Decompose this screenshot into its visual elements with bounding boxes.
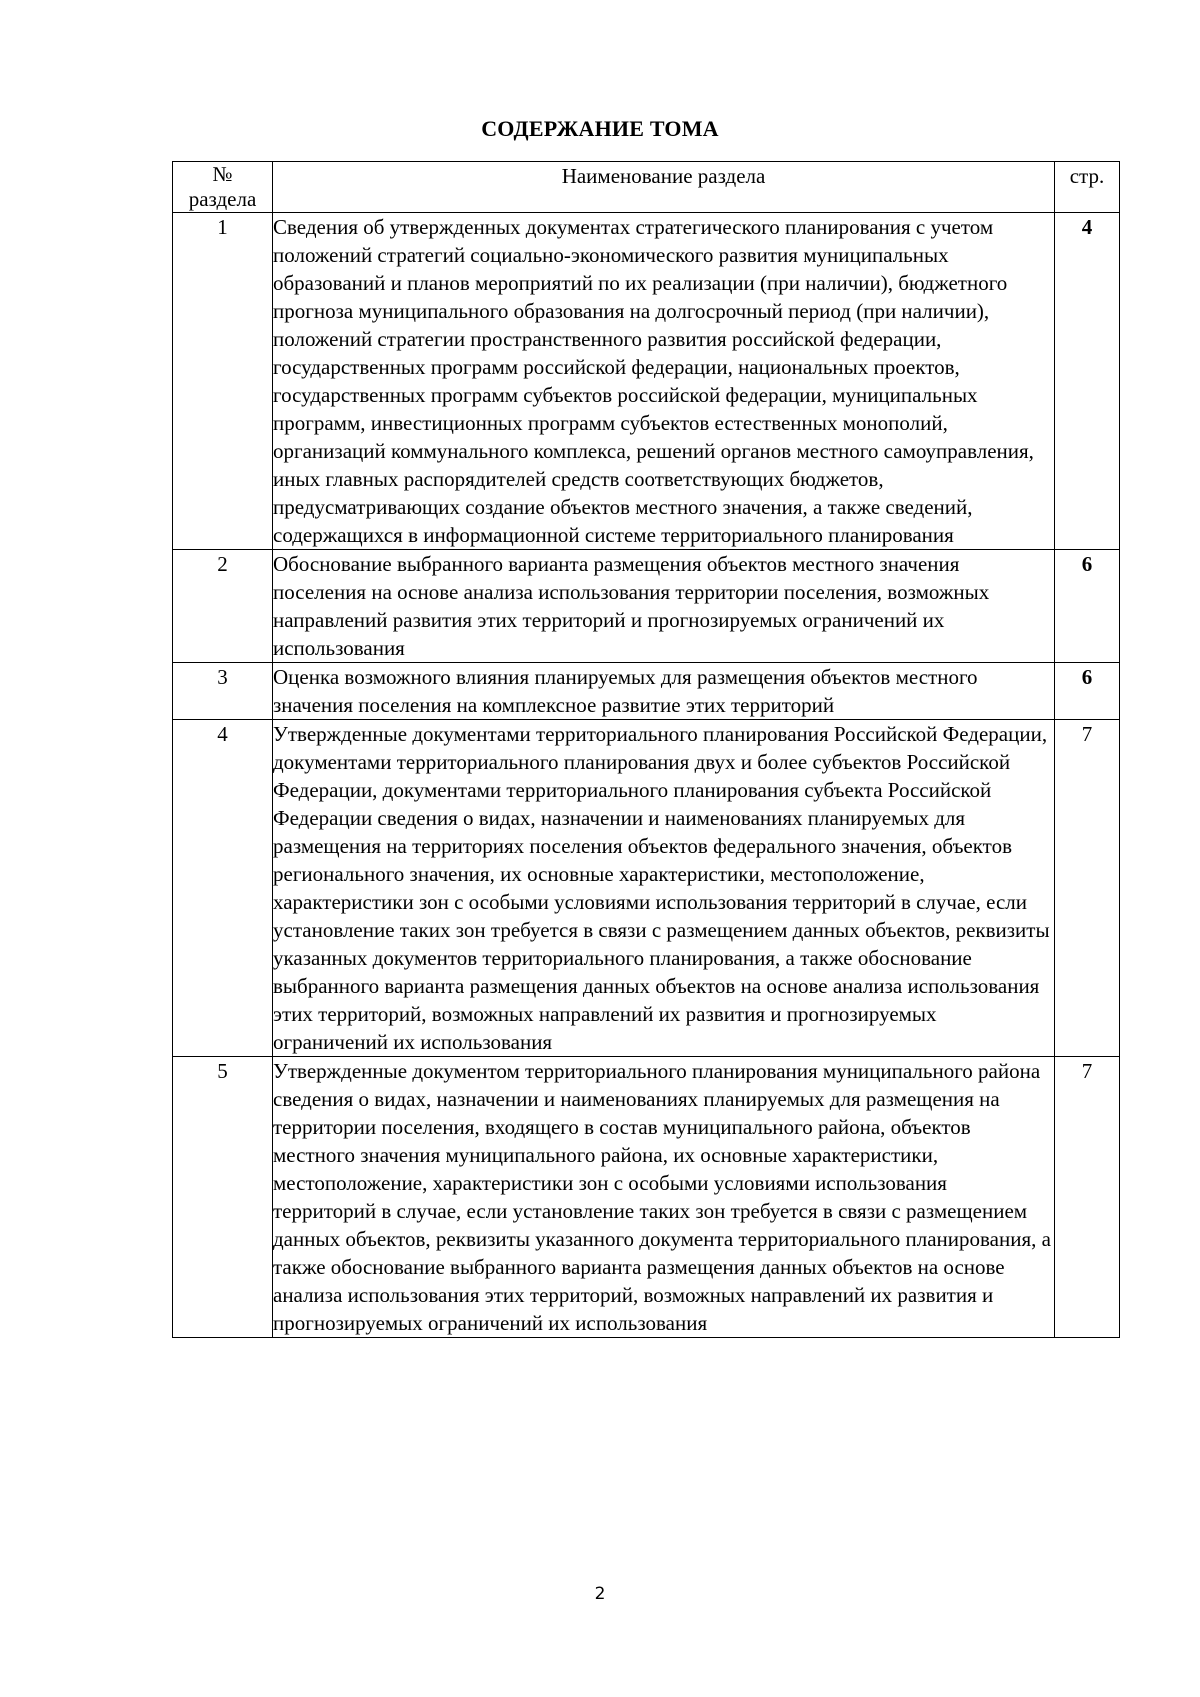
table-row — [173, 720, 1120, 1057]
section-page: 6 — [1055, 663, 1120, 720]
table-row — [173, 550, 1120, 663]
header-number-sign: № — [212, 162, 233, 186]
section-number: 1 — [173, 213, 273, 550]
section-name: Утвержденные документами территориального планирования Российской Федерации, документами территориального планирования двух и более субъектов Российской Федерации, документами территориального планирования субъекта Российской Федерации сведения о видах, назначении и наименованиях планируемых для размещения на территориях поселения объектов федерального значения, объектов регионального значения, их основные характеристики, местоположение, характеристики зон с особыми условиями использования территорий в случае, если установление таких зон требуется в связи с размещением данных объектов, реквизиты указанных документов территориального планирования, а также обоснование выбранного варианта размещения данных объектов на основе анализа использования этих территорий, возможных направлений их развития и прогнозируемых ограничений их использования — [273, 720, 1055, 1057]
section-number: 4 — [173, 720, 273, 1057]
header-section-number — [173, 162, 273, 213]
section-number: 5 — [173, 1057, 273, 1338]
table-row — [173, 213, 1120, 550]
section-name: Сведения об утвержденных документах стратегического планирования с учетом положений стратегий социально-экономического развития муниципальных образований и планов мероприятий по их реализации (при наличии), бюджетного прогноза муниципального образования на долгосрочный период (при наличии), положений стратегии пространственного развития российской федерации, государственных программ российской федерации, национальных проектов, государственных программ субъектов российской федерации, муниципальных программ, инвестиционных программ субъектов естественных монополий, организаций коммунального комплекса, решений органов местного самоуправления, иных главных распорядителей средств соответствующих бюджетов, предусматривающих создание объектов местного значения, а также сведений, содержащихся в информационной системе территориального планирования — [273, 213, 1055, 550]
document-title: СОДЕРЖАНИЕ ТОМА — [481, 116, 719, 141]
section-name: Обоснование выбранного варианта размещения объектов местного значения поселения на основе анализа использования территории поселения, возможных направлений развития этих территорий и прогнозируемых ограничений их использования — [273, 550, 1055, 663]
section-number: 2 — [173, 550, 273, 663]
table-of-contents — [172, 161, 1120, 1338]
section-number: 3 — [173, 663, 273, 720]
table-header-row — [173, 162, 1120, 213]
section-name: Оценка возможного влияния планируемых для размещения объектов местного значения поселения на комплексное развитие этих территорий — [273, 663, 1055, 720]
section-name: Утвержденные документом территориального планирования муниципального района сведения о видах, назначении и наименованиях планируемых для размещения на территории поселения, входящего в состав муниципального района, объектов местного значения муниципального района, их основные характеристики, местоположение, характеристики зон с особыми условиями использования территорий в случае, если установление таких зон требуется в связи с размещением данных объектов, реквизиты указанного документа территориального планирования, а также обоснование выбранного варианта размещения данных объектов на основе анализа использования этих территорий, возможных направлений их развития и прогнозируемых ограничений их использования — [273, 1057, 1055, 1338]
page-number: 2 — [594, 1584, 606, 1604]
section-page: 7 — [1055, 720, 1120, 1057]
section-page: 6 — [1055, 550, 1120, 663]
header-page: стр. — [1055, 162, 1120, 213]
table-row — [173, 663, 1120, 720]
section-page: 4 — [1055, 213, 1120, 550]
section-page: 7 — [1055, 1057, 1120, 1338]
header-section-name: Наименование раздела — [273, 162, 1055, 213]
table-row — [173, 1057, 1120, 1338]
header-number-word: раздела — [188, 187, 257, 211]
